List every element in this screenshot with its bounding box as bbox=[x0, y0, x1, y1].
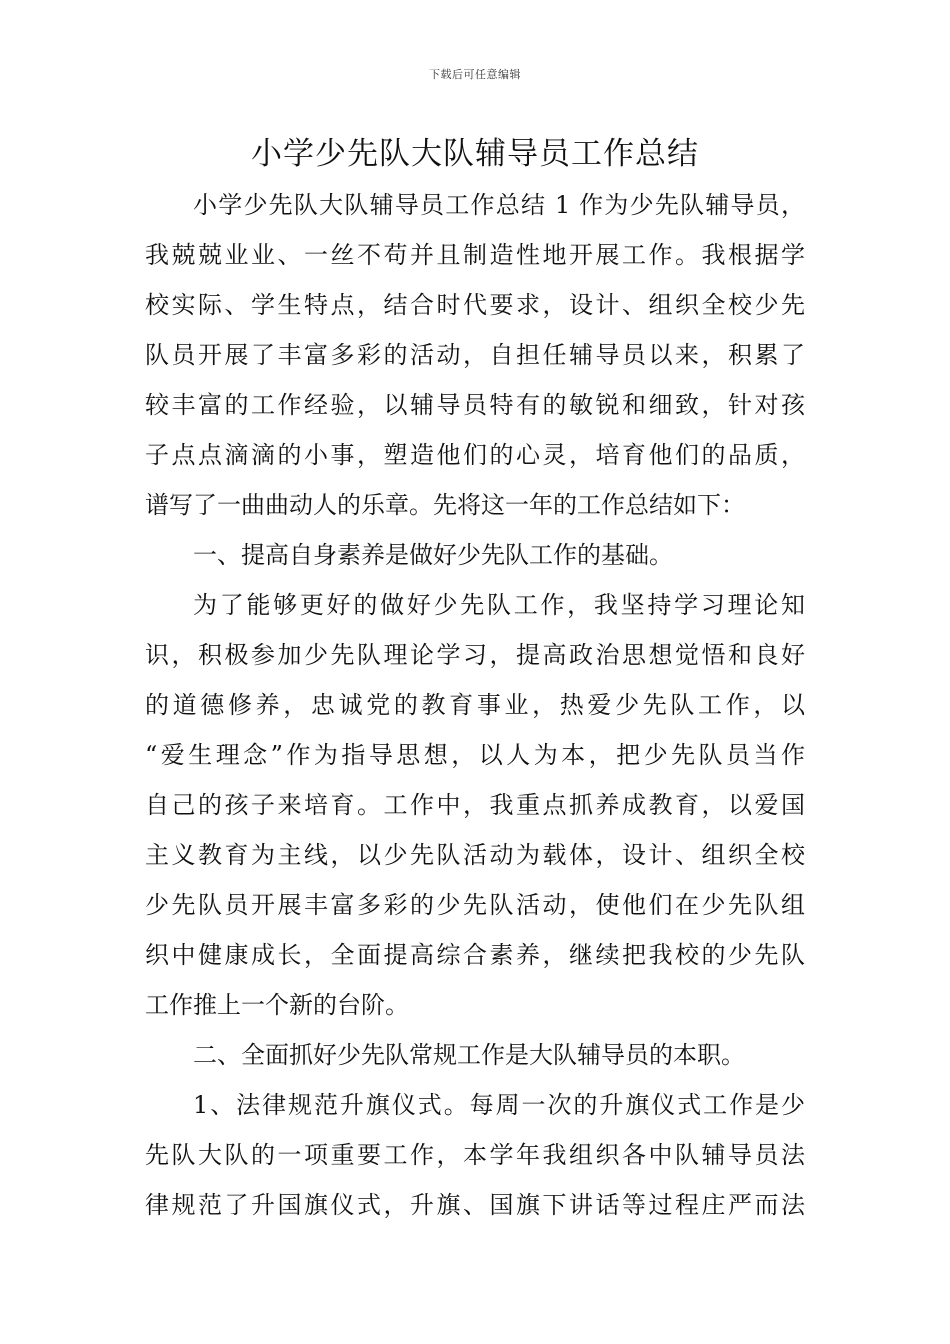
text-line: 先队大队的一项重要工作，本学年我组织各中队辅导员法 bbox=[145, 1141, 805, 1169]
text-line: 识，积极参加少先队理论学习，提高政治思想觉悟和良好 bbox=[145, 641, 805, 669]
text-line: 主义教育为主线，以少先队活动为载体，设计、组织全校 bbox=[145, 841, 805, 869]
text-line: 子点点滴滴的小事，塑造他们的心灵，培育他们的品质， bbox=[145, 441, 805, 469]
text-line: “爱生理念”作为指导思想，以人为本，把少先队员当作 bbox=[145, 741, 805, 769]
text-line: 织中健康成长，全面提高综合素养，继续把我校的少先队 bbox=[145, 941, 805, 969]
text-line: 工作推上一个新的台阶。 bbox=[145, 991, 409, 1019]
text-line: 校实际、学生特点，结合时代要求，设计、组织全校少先 bbox=[145, 291, 805, 319]
text-line: 谱写了一曲曲动人的乐章。先将这一年的工作总结如下： bbox=[145, 491, 745, 519]
text-line: 我兢兢业业、一丝不苟并且制造性地开展工作。我根据学 bbox=[145, 241, 805, 269]
document-title: 小学少先队大队辅导员工作总结 bbox=[251, 136, 699, 172]
document-body bbox=[145, 180, 805, 1230]
text-line: 二、全面抓好少先队常规工作是大队辅导员的本职。 bbox=[193, 1041, 745, 1069]
text-line: 1、法律规范升旗仪式。每周一次的升旗仪式工作是少 bbox=[193, 1091, 805, 1119]
text-line: 少先队员开展丰富多彩的少先队活动，使他们在少先队组 bbox=[145, 891, 805, 919]
text-line: 队员开展了丰富多彩的活动，自担任辅导员以来，积累了 bbox=[145, 341, 805, 369]
text-line: 较丰富的工作经验，以辅导员特有的敏锐和细致，针对孩 bbox=[145, 391, 805, 419]
text-line: 一、提高自身素养是做好少先队工作的基础。 bbox=[193, 541, 673, 569]
text-line: 为了能够更好的做好少先队工作，我坚持学习理论知 bbox=[193, 591, 805, 619]
text-line: 小学少先队大队辅导员工作总结 1 作为少先队辅导员， bbox=[193, 191, 805, 219]
text-line: 自己的孩子来培育。工作中，我重点抓养成教育，以爱国 bbox=[145, 791, 805, 819]
text-line: 律规范了升国旗仪式，升旗、国旗下讲话等过程庄严而法 bbox=[145, 1191, 805, 1219]
header-note: 下载后可任意编辑 bbox=[429, 68, 521, 81]
text-line: 的道德修养，忠诚党的教育事业，热爱少先队工作，以 bbox=[145, 691, 805, 719]
